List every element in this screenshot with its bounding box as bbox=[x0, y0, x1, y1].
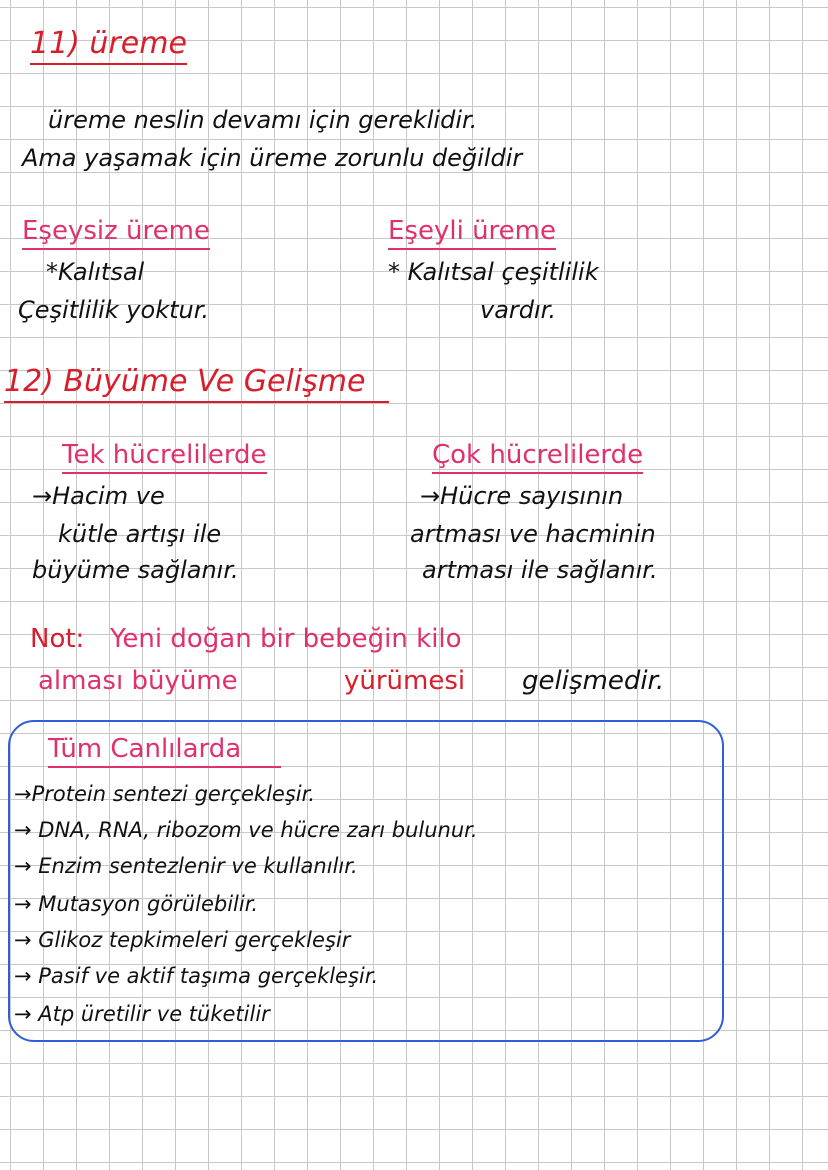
note-line-2a: alması büyüme bbox=[38, 666, 238, 696]
single-cell-line-2: kütle artışı ile bbox=[58, 520, 222, 548]
all-living-item-5: → Glikoz tepkimeleri gerçekleşir bbox=[14, 928, 351, 952]
multi-cell-line-1: →Hücre sayısının bbox=[420, 482, 624, 510]
all-living-item-7: → Atp üretilir ve tüketilir bbox=[14, 1002, 270, 1026]
all-living-box bbox=[8, 720, 724, 1042]
note-line-2b: yürümesi bbox=[344, 666, 466, 696]
note-line-2c: gelişmedir. bbox=[522, 666, 665, 696]
all-living-item-6: → Pasif ve aktif taşıma gerçekleşir. bbox=[14, 964, 379, 988]
single-cell-title: Tek hücrelilerde bbox=[62, 440, 267, 474]
single-cell-line-3: büyüme sağlanır. bbox=[32, 556, 239, 584]
multi-cell-title: Çok hücrelilerde bbox=[432, 440, 643, 474]
all-living-item-2: → DNA, RNA, ribozom ve hücre zarı bulunur. bbox=[14, 818, 478, 842]
asexual-title: Eşeysiz üreme bbox=[22, 216, 210, 250]
section-11-line-1: üreme neslin devamı için gereklidir. bbox=[48, 106, 478, 134]
multi-cell-line-3: artması ile sağlanır. bbox=[422, 556, 658, 584]
all-living-title: Tüm Canlılarda bbox=[48, 734, 281, 768]
sexual-title: Eşeyli üreme bbox=[388, 216, 556, 250]
note-line-1: Yeni doğan bir bebeğin kilo bbox=[110, 624, 462, 654]
asexual-line-1: *Kalıtsal bbox=[46, 258, 145, 286]
all-living-item-4: → Mutasyon görülebilir. bbox=[14, 892, 259, 916]
sexual-line-2: vardır. bbox=[480, 296, 556, 324]
section-11-line-2: Ama yaşamak için üreme zorunlu değildir bbox=[22, 144, 523, 172]
single-cell-line-1: →Hacim ve bbox=[32, 482, 165, 510]
sexual-line-1: * Kalıtsal çeşitlilik bbox=[388, 258, 599, 286]
asexual-line-2: Çeşitlilik yoktur. bbox=[18, 296, 210, 324]
section-11-title: 11) üreme bbox=[30, 26, 187, 65]
section-12-title: 12) Büyüme Ve Gelişme bbox=[4, 364, 389, 403]
note-label: Not: bbox=[30, 624, 85, 654]
all-living-item-3: → Enzim sentezlenir ve kullanılır. bbox=[14, 854, 358, 878]
multi-cell-line-2: artması ve hacminin bbox=[410, 520, 656, 548]
all-living-item-1: →Protein sentezi gerçekleşir. bbox=[14, 782, 315, 806]
